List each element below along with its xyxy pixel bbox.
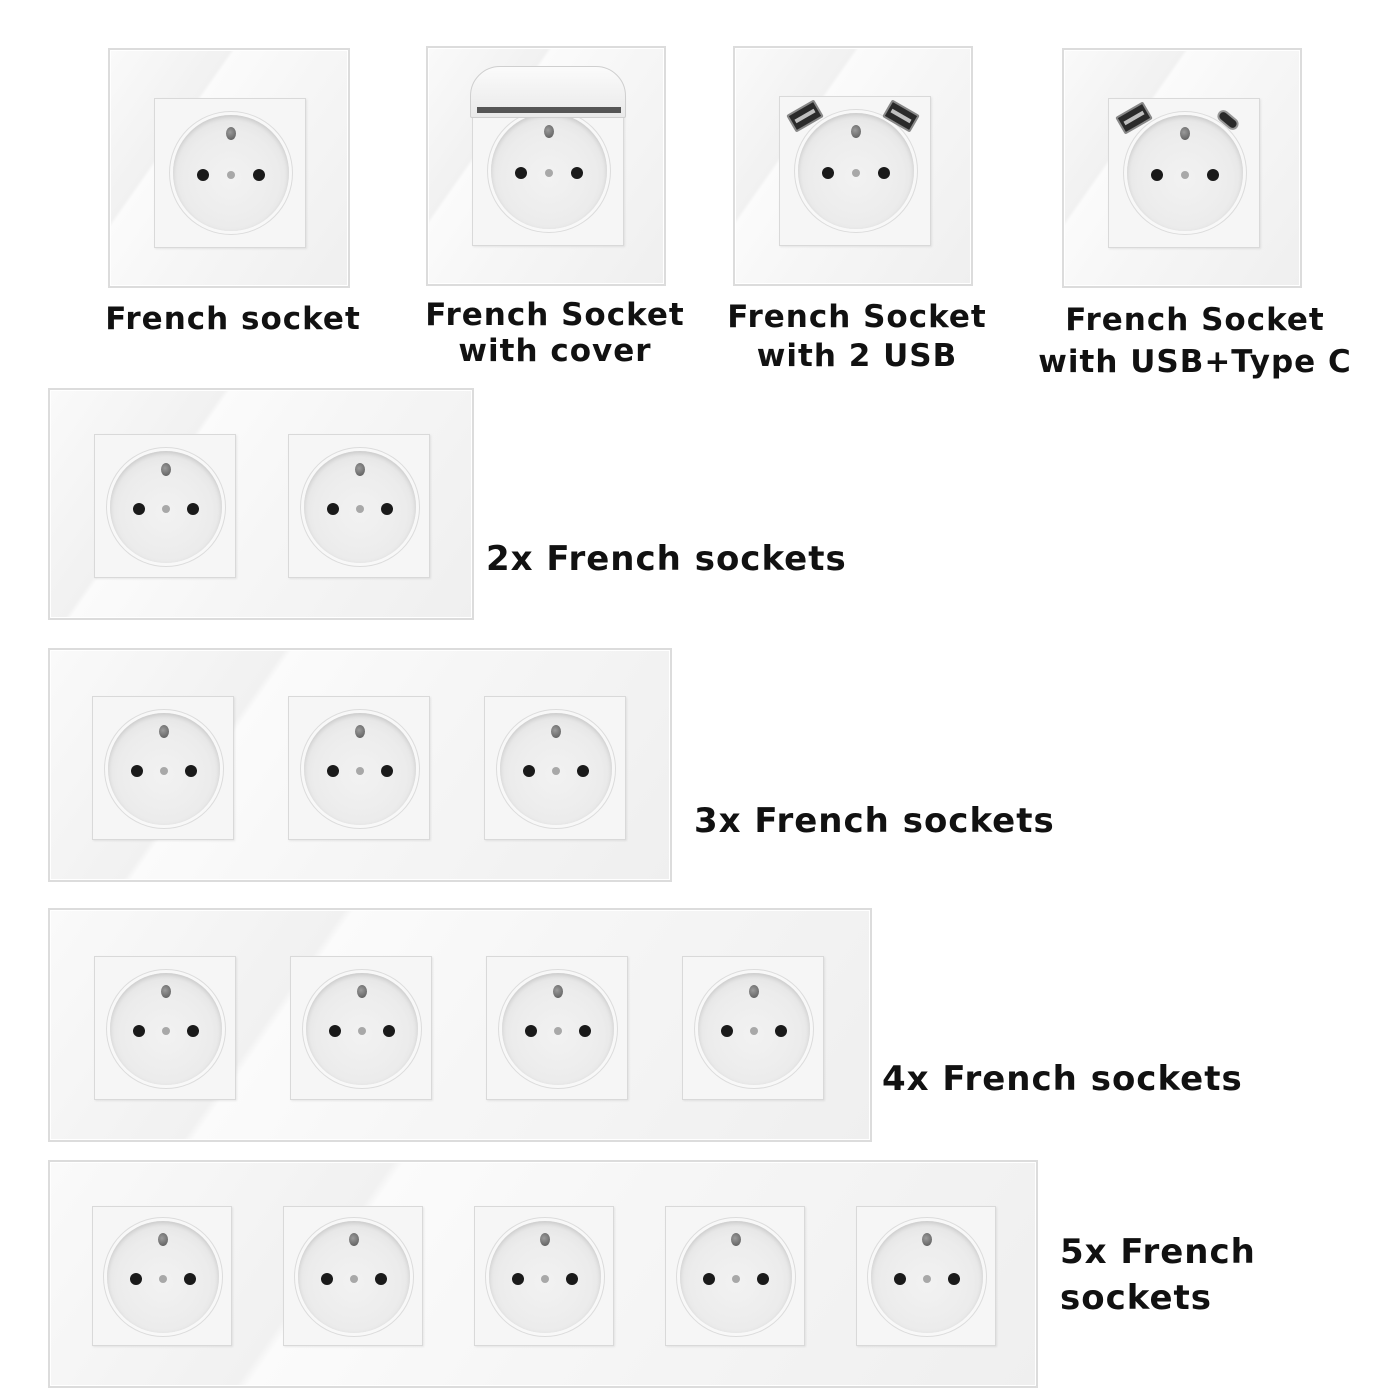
earth-pin — [158, 1233, 168, 1246]
center-marker — [750, 1027, 758, 1035]
neutral-hole — [383, 1025, 395, 1037]
earth-pin — [226, 127, 236, 140]
socket-face — [502, 973, 614, 1085]
neutral-hole — [757, 1273, 769, 1285]
neutral-hole — [577, 765, 589, 777]
neutral-hole — [381, 765, 393, 777]
center-marker — [160, 767, 168, 775]
earth-pin — [1180, 127, 1190, 140]
frame-single — [108, 48, 350, 288]
center-marker — [356, 767, 364, 775]
socket-face — [110, 451, 222, 563]
center-marker — [350, 1275, 358, 1283]
label-french-socket-with-2-usb — [720, 298, 994, 376]
frame-double — [48, 388, 474, 620]
frame-five — [48, 1160, 1038, 1388]
center-marker — [162, 1027, 170, 1035]
neutral-hole — [878, 167, 890, 179]
insert — [288, 434, 430, 578]
socket-face — [871, 1221, 983, 1333]
neutral-hole — [185, 765, 197, 777]
socket-face — [298, 1221, 410, 1333]
insert — [486, 956, 628, 1100]
live-hole — [133, 1025, 145, 1037]
live-hole — [130, 1273, 142, 1285]
live-hole — [197, 169, 209, 181]
label-line: with USB+Type C — [1038, 343, 1352, 380]
socket-face — [680, 1221, 792, 1333]
neutral-hole — [381, 503, 393, 515]
neutral-hole — [571, 167, 583, 179]
neutral-hole — [253, 169, 265, 181]
insert — [856, 1206, 996, 1346]
earth-pin — [355, 725, 365, 738]
live-hole — [822, 167, 834, 179]
socket-face — [489, 1221, 601, 1333]
earth-pin — [161, 985, 171, 998]
frame-triple — [48, 648, 672, 882]
label-french-socket: French socket — [105, 301, 361, 337]
center-marker — [159, 1275, 167, 1283]
earth-pin — [355, 463, 365, 476]
frame-usbc — [1062, 48, 1302, 288]
center-marker — [852, 169, 860, 177]
earth-pin — [731, 1233, 741, 1246]
label-line: 5x French — [1060, 1232, 1256, 1272]
neutral-hole — [187, 503, 199, 515]
frame-usb2 — [733, 46, 973, 286]
live-hole — [703, 1273, 715, 1285]
cover-hinge — [477, 107, 621, 113]
socket-face — [108, 713, 220, 825]
earth-pin — [357, 985, 367, 998]
frame-cover — [426, 46, 666, 286]
insert — [283, 1206, 423, 1346]
label-line: French Socket — [425, 297, 685, 333]
earth-pin — [749, 985, 759, 998]
insert — [484, 696, 626, 840]
label-line: sockets — [1060, 1277, 1212, 1318]
center-marker — [554, 1027, 562, 1035]
label-2x-french-sockets: 2x French sockets — [486, 539, 847, 579]
live-hole — [327, 503, 339, 515]
earth-pin — [551, 725, 561, 738]
socket-face — [173, 115, 289, 231]
neutral-hole — [375, 1273, 387, 1285]
live-hole — [131, 765, 143, 777]
socket-face — [110, 973, 222, 1085]
socket-face — [107, 1221, 219, 1333]
live-hole — [321, 1273, 333, 1285]
insert — [154, 98, 306, 248]
label-4x-french-sockets: 4x French sockets — [882, 1059, 1243, 1099]
socket-face — [304, 451, 416, 563]
neutral-hole — [775, 1025, 787, 1037]
label-line: with 2 USB — [756, 337, 958, 374]
live-hole — [1151, 169, 1163, 181]
live-hole — [327, 765, 339, 777]
label-french-socket-with-cover — [418, 298, 692, 369]
insert — [92, 1206, 232, 1346]
socket-face — [306, 973, 418, 1085]
socket-face — [304, 713, 416, 825]
center-marker — [541, 1275, 549, 1283]
insert — [288, 696, 430, 840]
hinged-cover — [470, 66, 626, 118]
live-hole — [133, 503, 145, 515]
center-marker — [227, 171, 235, 179]
insert — [92, 696, 234, 840]
insert — [94, 956, 236, 1100]
center-marker — [358, 1027, 366, 1035]
label-line: with cover — [458, 332, 652, 369]
insert — [474, 1206, 614, 1346]
label-line: French Socket — [727, 299, 987, 335]
earth-pin — [553, 985, 563, 998]
insert — [665, 1206, 805, 1346]
live-hole — [894, 1273, 906, 1285]
neutral-hole — [184, 1273, 196, 1285]
label-line: French Socket — [1065, 302, 1325, 338]
earth-pin — [851, 125, 861, 138]
live-hole — [515, 167, 527, 179]
socket-face — [798, 113, 914, 229]
live-hole — [721, 1025, 733, 1037]
earth-pin — [540, 1233, 550, 1246]
center-marker — [162, 505, 170, 513]
neutral-hole — [948, 1273, 960, 1285]
live-hole — [523, 765, 535, 777]
neutral-hole — [566, 1273, 578, 1285]
label-french-socket-with-usb-type-c — [1030, 300, 1360, 384]
label-3x-french-sockets: 3x French sockets — [694, 801, 1055, 841]
center-marker — [732, 1275, 740, 1283]
insert — [290, 956, 432, 1100]
earth-pin — [544, 125, 554, 138]
neutral-hole — [187, 1025, 199, 1037]
socket-face — [698, 973, 810, 1085]
socket-face — [491, 113, 607, 229]
label-5x-french-sockets — [1060, 1230, 1256, 1322]
center-marker — [1181, 171, 1189, 179]
live-hole — [512, 1273, 524, 1285]
center-marker — [923, 1275, 931, 1283]
neutral-hole — [579, 1025, 591, 1037]
live-hole — [329, 1025, 341, 1037]
socket-face — [1127, 115, 1243, 231]
frame-quad — [48, 908, 872, 1142]
earth-pin — [161, 463, 171, 476]
live-hole — [525, 1025, 537, 1037]
insert — [682, 956, 824, 1100]
earth-pin — [159, 725, 169, 738]
center-marker — [545, 169, 553, 177]
insert — [94, 434, 236, 578]
earth-pin — [349, 1233, 359, 1246]
center-marker — [356, 505, 364, 513]
insert — [472, 96, 624, 246]
neutral-hole — [1207, 169, 1219, 181]
center-marker — [552, 767, 560, 775]
earth-pin — [922, 1233, 932, 1246]
socket-face — [500, 713, 612, 825]
